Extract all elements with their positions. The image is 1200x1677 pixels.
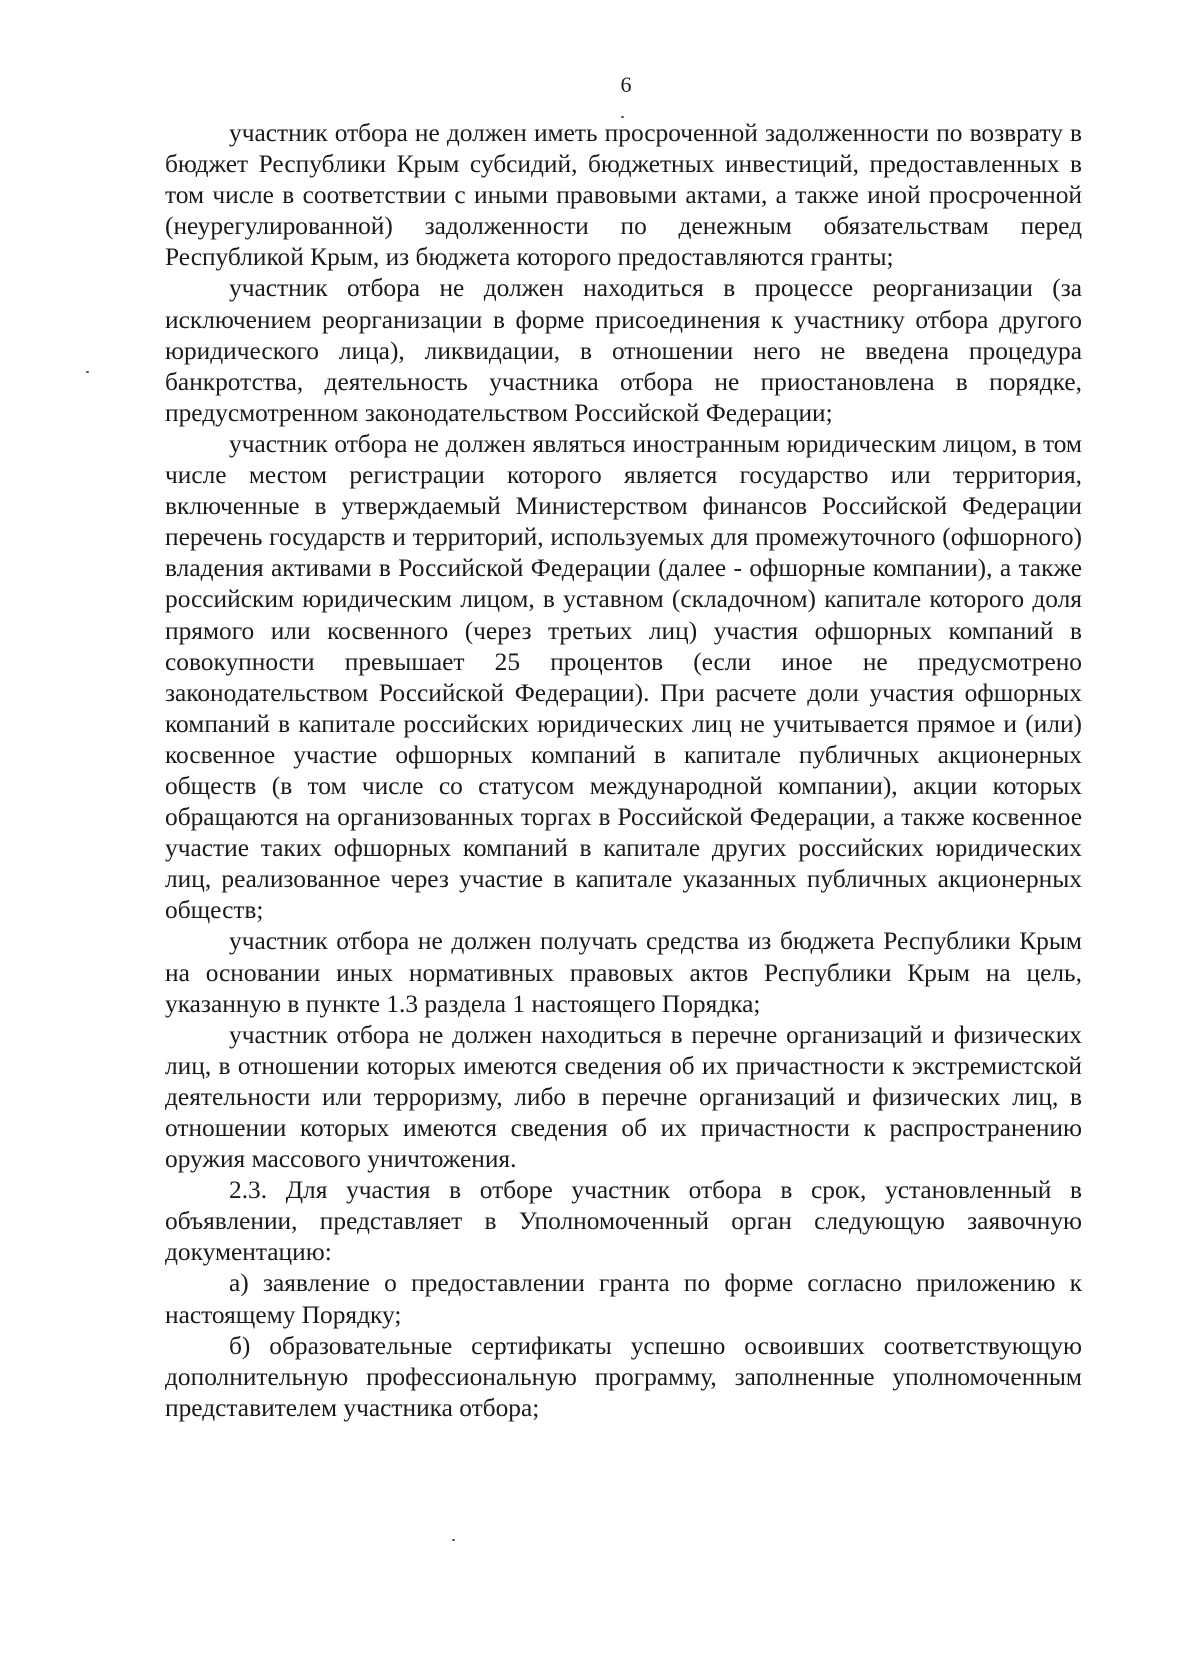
paragraph-no-other-budget-funds: участник отбора не должен получать средства из бюджета Республики Крым на основании иных нормативных правовых актов Республики Крым на цель, указанную в пункте 1.3 раздела 1 настоящего Порядка;	[165, 927, 1082, 1018]
page-number: 6	[620, 72, 632, 97]
paragraph-no-reorganization: участник отбора не должен находиться в процессе реорганизации (за исключением реорганизации в форме присоединения к участнику отбора другого юридического лица), ликвидации, в отношении него не введена процедура банкротства, деятельность участника отбора не приостановлена в порядке, предусмотренном законодательством Российской Федерации;	[165, 274, 1082, 427]
paragraph-item-b: б) образовательные сертификаты успешно освоивших соответствующую дополнительную профессиональную программу, заполненные уполномоченным представителем участника отбора;	[165, 1331, 1082, 1422]
document-body	[165, 118, 1082, 1424]
paragraph-item-a: а) заявление о предоставлении гранта по форме согласно приложению к настоящему Порядку;	[165, 1269, 1082, 1329]
paragraph-section-2-3: 2.3. Для участия в отборе участник отбора в срок, установленный в объявлении, представляет в Уполномоченный орган следующую заявочную документацию:	[165, 1176, 1082, 1267]
scan-speck	[452, 1539, 455, 1541]
scan-speck	[86, 371, 89, 373]
paragraph-not-in-extremism-list: участник отбора не должен находиться в перечне организаций и физических лиц, в отношении которых имеются сведения об их причастности к экстремистской деятельности или терроризму, либо в перечне организаций и физических лиц, в отношении которых имеются сведения об их причастности к распространению оружия массового уничтожения.	[165, 1020, 1082, 1174]
paragraph-not-foreign-entity: участник отбора не должен являться иностранным юридическим лицом, в том числе местом регистрации которого является государство или территория, включенные в утверждаемый Министерством финансов Российской Федерации перечень государств и территорий, используемых для промежуточного (офшорного) владения активами в Российской Федерации (далее - офшорные компании), а также российским юридическим лицом, в уставном (складочном) капитале которого доля прямого или косвенного (через третьих лиц) участия офшорных компаний в совокупности превышает 25 процентов (если иное не предусмотрено законодательством Российской Федерации). При расчете доли участия офшорных компаний в капитале российских юридических лиц не учитывается прямое и (или) косвенное участие офшорных компаний в капитале публичных акционерных обществ (в том числе со статусом международной компании), акции которых обращаются на организованных торгах в Российской Федерации, а также косвенное участие таких офшорных компаний в капитале других российских юридических лиц, реализованное через участие в капитале указанных публичных акционерных обществ;	[165, 429, 1082, 925]
scan-speck	[621, 116, 624, 118]
paragraph-no-overdue-debt: участник отбора не должен иметь просроченной задолженности по возврату в бюджет Республики Крым субсидий, бюджетных инвестиций, предоставленных в том числе в соответствии с иными правовыми актами, а также иной просроченной (неурегулированной) задолженности по денежным обязательствам перед Республикой Крым, из бюджета которого предоставляются гранты;	[165, 119, 1082, 272]
